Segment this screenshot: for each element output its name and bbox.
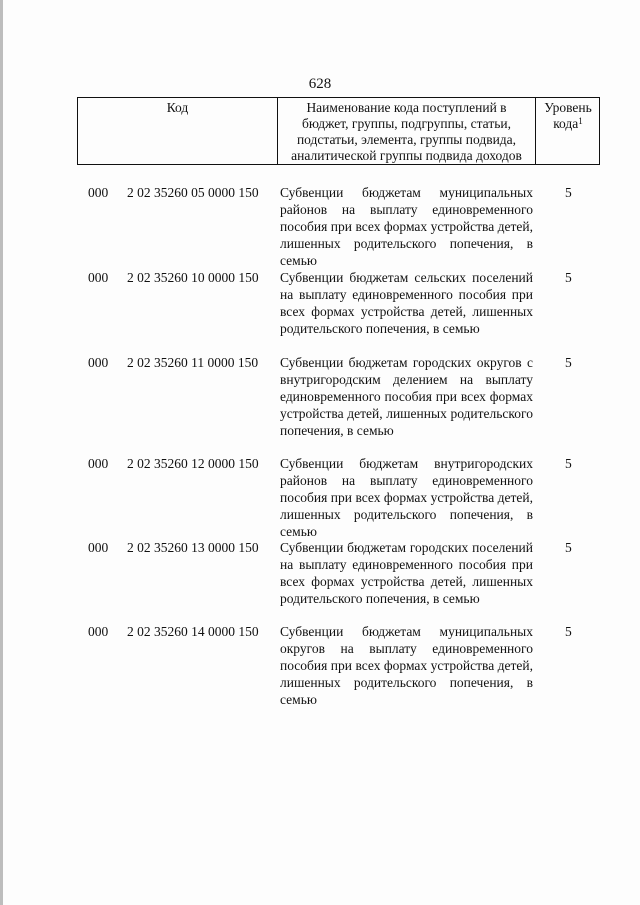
header-level-cell bbox=[536, 98, 600, 164]
code-level: 5 bbox=[565, 540, 572, 555]
revenue-description: Субвенции бюджетам муниципальных районов на выплату единовременного пособия при всех формах устройства детей, лишенных родительского попечения, в семью bbox=[280, 185, 533, 268]
header-level-label-2 bbox=[536, 116, 600, 132]
code-level: 5 bbox=[565, 355, 572, 370]
header-level-label: Уровень bbox=[544, 100, 592, 115]
revenue-code: 2 02 35260 10 0000 150 bbox=[127, 270, 259, 285]
admin-code: 000 bbox=[88, 270, 109, 285]
header-name-line: Наименование кода поступлений в bbox=[306, 100, 507, 115]
revenue-description: Субвенции бюджетам сельских поселений на выплату единовременного пособия при всех формах устройства детей, лишенных родительского попечения, в семью bbox=[280, 270, 533, 336]
code-level: 5 bbox=[565, 185, 572, 200]
header-name-line: аналитической группы подвида доходов bbox=[291, 148, 522, 163]
revenue-code: 2 02 35260 13 0000 150 bbox=[127, 540, 259, 555]
revenue-description: Субвенции бюджетам городских округов с внутригородским делением на выплату единовременного пособия при всех формах устройства детей, лишенных родительского попечения, в семью bbox=[280, 355, 533, 438]
revenue-code: 2 02 35260 11 0000 150 bbox=[127, 355, 259, 370]
admin-code: 000 bbox=[88, 624, 109, 639]
admin-code: 000 bbox=[88, 355, 109, 370]
code-level: 5 bbox=[565, 624, 572, 639]
revenue-code: 2 02 35260 14 0000 150 bbox=[127, 624, 259, 639]
revenue-description: Субвенции бюджетам внутригородских районов на выплату единовременного пособия при всех формах устройства детей, лишенных родительского попечения, в семью bbox=[280, 456, 533, 539]
table-header bbox=[77, 97, 600, 165]
code-level: 5 bbox=[565, 270, 572, 285]
revenue-description: Субвенции бюджетам городских поселений на выплату единовременного пособия при всех формах устройства детей, лишенных родительского попечения, в семью bbox=[280, 540, 533, 606]
code-level: 5 bbox=[565, 456, 572, 471]
admin-code: 000 bbox=[88, 540, 109, 555]
admin-code: 000 bbox=[88, 456, 109, 471]
header-name-line: подстатьи, элемента, группы подвида, bbox=[296, 132, 517, 147]
header-level-word: кода bbox=[553, 116, 579, 131]
header-name-cell bbox=[278, 98, 536, 164]
revenue-code: 2 02 35260 12 0000 150 bbox=[127, 456, 259, 471]
admin-code: 000 bbox=[88, 185, 109, 200]
revenue-description: Субвенции бюджетам муниципальных округов на выплату единовременного пособия при всех формах устройства детей, лишенных родительского попечения, в семью bbox=[280, 624, 533, 707]
footnote-marker: 1 bbox=[578, 116, 583, 126]
header-code-cell bbox=[78, 98, 278, 164]
scan-edge-shadow bbox=[0, 0, 3, 905]
revenue-code: 2 02 35260 05 0000 150 bbox=[127, 185, 259, 200]
header-name-line: бюджет, группы, подгруппы, статьи, bbox=[302, 116, 511, 131]
header-code-label: Код bbox=[166, 100, 189, 115]
page-number: 628 bbox=[308, 76, 332, 92]
